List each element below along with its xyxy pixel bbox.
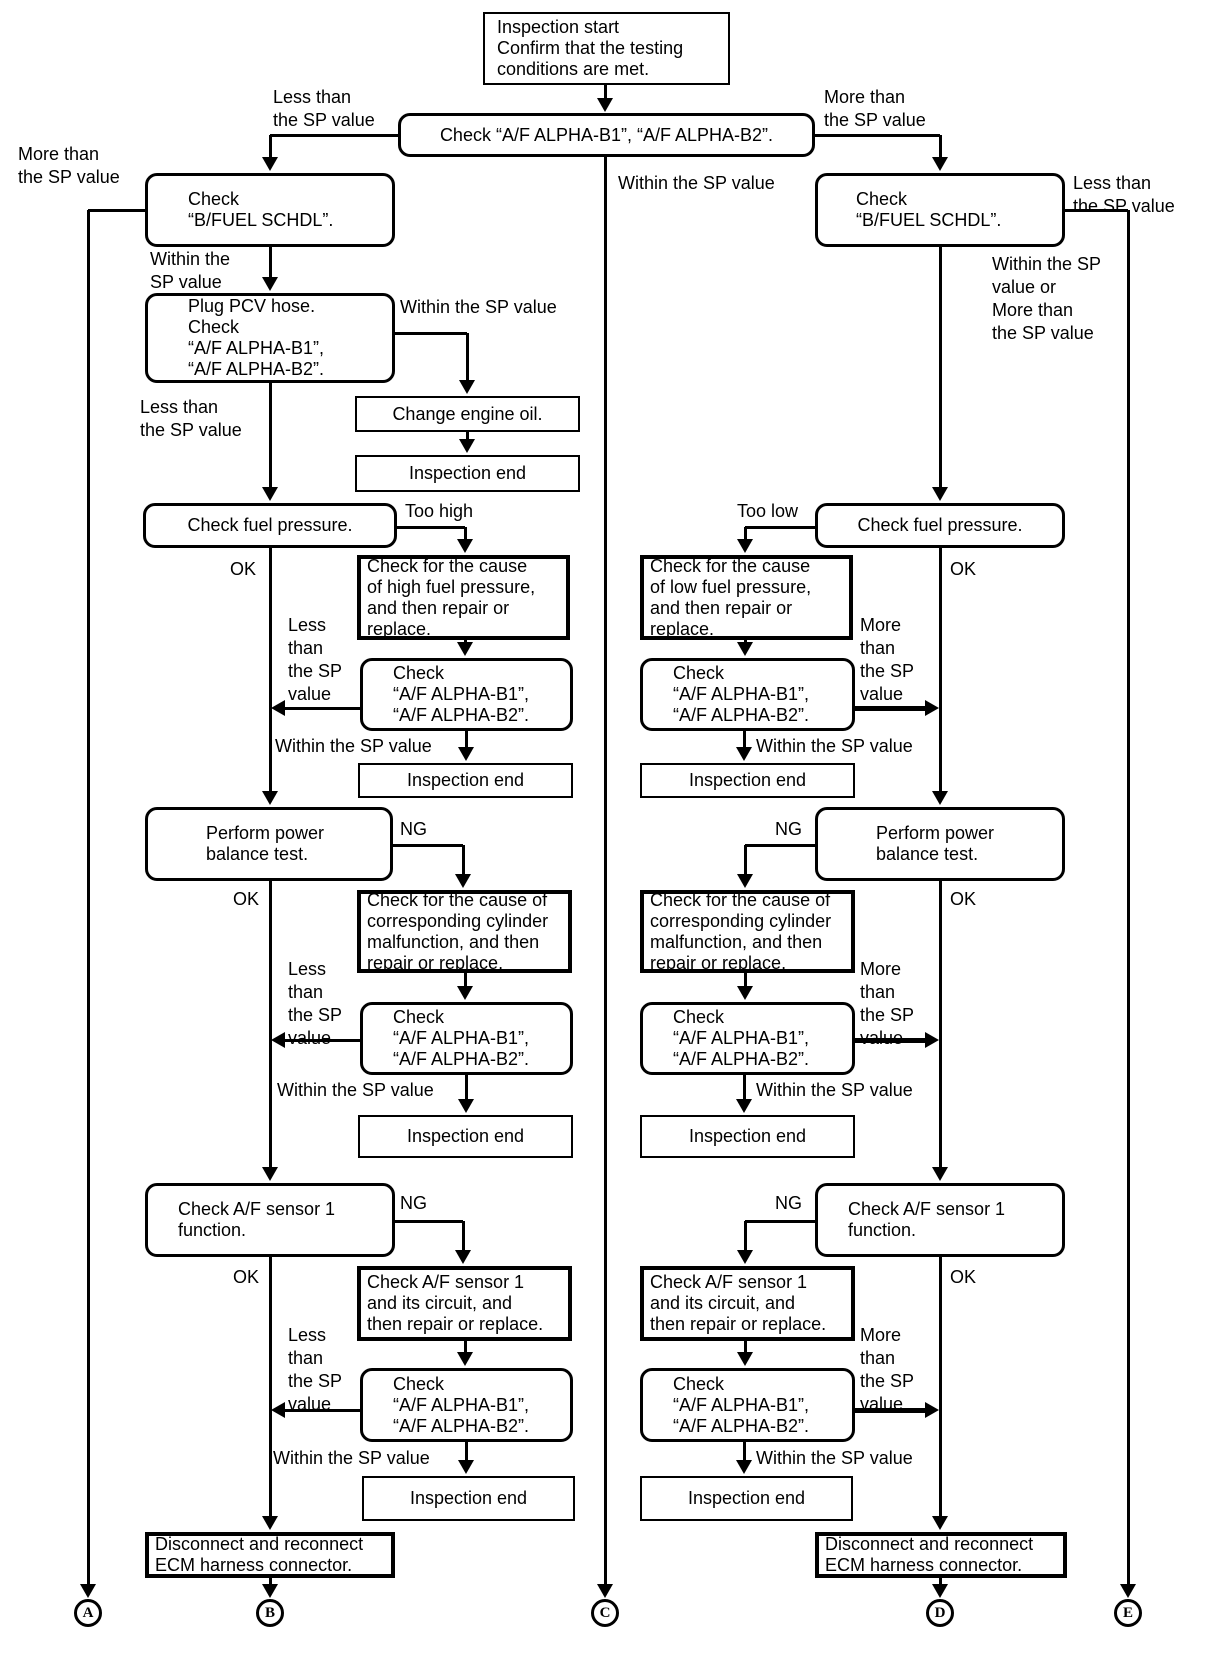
edge-segment	[939, 881, 942, 1170]
label-less-than-plug: Less than the SP value	[140, 397, 242, 440]
check-bfuel-right-box: Check “B/FUEL SCHDL”.	[815, 173, 1065, 247]
label-within-or-more-right: Within the SP value or More than the SP value	[992, 254, 1102, 343]
check-af-sensor-right-box: Check A/F sensor 1 function.	[815, 1183, 1065, 1257]
edge-segment	[88, 209, 145, 212]
edge-segment	[939, 548, 942, 794]
arrowhead	[737, 874, 753, 888]
arrowhead	[262, 157, 278, 171]
label-ok-right-1: OK	[950, 559, 977, 579]
arrowhead	[457, 642, 473, 656]
arrowhead	[737, 1250, 753, 1264]
label-less-than-far-right: Less than the SP value	[1073, 173, 1175, 216]
arrowhead	[271, 700, 285, 716]
terminal-d: D	[926, 1599, 954, 1627]
arrowhead	[262, 791, 278, 805]
inspection-end-right-2-box: Inspection end	[640, 1115, 855, 1158]
edge-segment	[395, 1220, 463, 1223]
change-engine-oil-box: Change engine oil.	[355, 396, 580, 432]
edge-segment	[269, 881, 272, 1170]
label-ok-left-3: OK	[233, 1267, 260, 1287]
edge-segment	[393, 844, 463, 847]
terminal-e: E	[1114, 1599, 1142, 1627]
inspection-end-left-1-box: Inspection end	[355, 455, 580, 492]
edge-segment	[939, 247, 942, 489]
af-sensor-circuit-left-box: Check A/F sensor 1 and its circuit, and then repair or replace.	[357, 1266, 572, 1341]
label-within-sp-left-1: Within the SP value	[150, 249, 231, 292]
arrowhead	[458, 747, 474, 761]
cylinder-cause-right-box: Check for the cause of corresponding cylinder malfunction, and then repair or replace.	[640, 890, 855, 973]
plug-pcv-box: Plug PCV hose. Check “A/F ALPHA-B1”, “A/F ALPHA-B2”.	[145, 293, 395, 383]
check-af-alpha-right-3-box: Check “A/F ALPHA-B1”, “A/F ALPHA-B2”.	[640, 1368, 855, 1442]
label-less-than-top-left: Less than the SP value	[273, 87, 375, 130]
edge-segment	[855, 706, 927, 711]
label-within-sp-right-2: Within the SP value	[756, 736, 913, 756]
label-ng-left-2: NG	[400, 1193, 427, 1213]
arrowhead	[597, 1584, 613, 1598]
edge-segment	[466, 333, 469, 383]
check-fuel-pressure-left-box: Check fuel pressure.	[143, 503, 397, 548]
label-ng-right-2: NG	[775, 1193, 802, 1213]
label-less-sp-4line-left-3: Less than the SP value	[288, 1325, 343, 1414]
ecm-harness-right-box: Disconnect and reconnect ECM harness connector.	[815, 1532, 1067, 1578]
arrowhead	[457, 1352, 473, 1366]
edge-segment	[269, 382, 272, 490]
edge-segment	[744, 1221, 747, 1253]
arrowhead	[1120, 1584, 1136, 1598]
edge-segment	[284, 707, 360, 710]
inspection-end-right-3-box: Inspection end	[640, 1476, 853, 1521]
label-too-low: Too low	[737, 501, 799, 521]
label-within-sp-center: Within the SP value	[618, 173, 775, 193]
power-balance-right-box: Perform power balance test.	[815, 807, 1065, 881]
arrowhead	[932, 1584, 948, 1598]
edge-segment	[395, 332, 467, 335]
arrowhead	[271, 1032, 285, 1048]
arrowhead	[737, 1352, 753, 1366]
arrowhead	[457, 986, 473, 1000]
low-fuel-pressure-cause-box: Check for the cause of low fuel pressure, and then repair or replace.	[640, 555, 853, 640]
check-af-alpha-main-box: Check “A/F ALPHA-B1”, “A/F ALPHA-B2”.	[398, 113, 815, 157]
label-less-sp-4line-left-1: Less than the SP value	[288, 615, 343, 704]
label-more-sp-4line-right-2: More than the SP value	[860, 959, 915, 1048]
arrowhead	[932, 1516, 948, 1530]
inspection-end-left-2-box: Inspection end	[358, 763, 573, 798]
arrowhead	[737, 986, 753, 1000]
label-ok-left-1: OK	[230, 559, 257, 579]
edge-segment	[745, 844, 815, 847]
check-af-alpha-left-2-box: Check “A/F ALPHA-B1”, “A/F ALPHA-B2”.	[360, 1002, 573, 1075]
edge-segment	[462, 845, 465, 877]
arrowhead	[457, 539, 473, 553]
label-ng-right-1: NG	[775, 819, 802, 839]
terminal-c: C	[591, 1599, 619, 1627]
label-more-sp-4line-right-3: More than the SP value	[860, 1325, 915, 1414]
arrowhead	[459, 380, 475, 394]
check-af-alpha-left-1-box: Check “A/F ALPHA-B1”, “A/F ALPHA-B2”.	[360, 658, 573, 731]
label-too-high: Too high	[405, 501, 474, 521]
check-af-sensor-left-box: Check A/F sensor 1 function.	[145, 1183, 395, 1257]
cylinder-cause-left-box: Check for the cause of corresponding cylinder malfunction, and then repair or replace.	[357, 890, 572, 973]
arrowhead	[459, 439, 475, 453]
label-more-than-far-left: More than the SP value	[18, 144, 120, 187]
arrowhead	[736, 1460, 752, 1474]
label-ng-left-1: NG	[400, 819, 427, 839]
edge-segment	[397, 526, 465, 529]
edge-segment	[1127, 210, 1130, 1585]
arrowhead	[262, 487, 278, 501]
ecm-harness-left-box: Disconnect and reconnect ECM harness connector.	[145, 1532, 395, 1578]
inspection-start-box: Inspection start Confirm that the testing conditions are met.	[483, 12, 730, 85]
label-within-sp-right-3: Within the SP value	[756, 1080, 913, 1100]
edge-segment	[269, 1257, 272, 1519]
label-more-than-top-right: More than the SP value	[824, 87, 926, 130]
label-within-sp-left-2: Within the SP value	[275, 736, 432, 756]
inspection-end-right-1-box: Inspection end	[640, 763, 855, 798]
arrowhead	[932, 157, 948, 171]
arrowhead	[458, 1460, 474, 1474]
edge-segment	[815, 134, 940, 137]
power-balance-left-box: Perform power balance test.	[145, 807, 393, 881]
arrowhead	[455, 874, 471, 888]
edge-segment	[465, 1075, 468, 1101]
edge-segment	[269, 247, 272, 280]
inspection-end-left-3-box: Inspection end	[358, 1115, 573, 1158]
arrowhead	[736, 747, 752, 761]
label-within-sp-plug: Within the SP value	[400, 297, 557, 317]
check-bfuel-left-box: Check “B/FUEL SCHDL”.	[145, 173, 395, 247]
edge-segment	[270, 134, 398, 137]
arrowhead	[737, 539, 753, 553]
arrowhead	[262, 277, 278, 291]
check-af-alpha-left-3-box: Check “A/F ALPHA-B1”, “A/F ALPHA-B2”.	[360, 1368, 573, 1442]
arrowhead	[597, 98, 613, 112]
arrowhead	[80, 1584, 96, 1598]
edge-segment	[743, 1075, 746, 1101]
af-sensor-circuit-right-box: Check A/F sensor 1 and its circuit, and then repair or replace.	[640, 1266, 855, 1341]
arrowhead	[737, 642, 753, 656]
arrowhead	[925, 700, 939, 716]
label-ok-right-3: OK	[950, 1267, 977, 1287]
terminal-b: B	[256, 1599, 284, 1627]
label-ok-right-2: OK	[950, 889, 977, 909]
label-within-sp-left-3: Within the SP value	[277, 1080, 434, 1100]
arrowhead	[925, 1402, 939, 1418]
edge-segment	[745, 526, 815, 529]
edge-segment	[745, 1220, 815, 1223]
arrowhead	[262, 1516, 278, 1530]
arrowhead	[458, 1099, 474, 1113]
terminal-a: A	[74, 1599, 102, 1627]
arrowhead	[455, 1250, 471, 1264]
arrowhead	[932, 1167, 948, 1181]
label-within-sp-right-4: Within the SP value	[756, 1448, 913, 1468]
edge-segment	[604, 157, 607, 1585]
arrowhead	[925, 1032, 939, 1048]
arrowhead	[262, 1167, 278, 1181]
arrowhead	[736, 1099, 752, 1113]
edge-segment	[87, 210, 90, 1585]
inspection-end-left-4-box: Inspection end	[362, 1476, 575, 1521]
edge-segment	[269, 548, 272, 794]
edge-segment	[939, 1257, 942, 1519]
arrowhead	[262, 1584, 278, 1598]
label-more-sp-4line-right-1: More than the SP value	[860, 615, 915, 704]
arrowhead	[932, 791, 948, 805]
arrowhead	[271, 1402, 285, 1418]
label-within-sp-left-4: Within the SP value	[273, 1448, 430, 1468]
label-less-sp-4line-left-2: Less than the SP value	[288, 959, 343, 1048]
edge-segment	[744, 845, 747, 877]
arrowhead	[932, 487, 948, 501]
check-af-alpha-right-2-box: Check “A/F ALPHA-B1”, “A/F ALPHA-B2”.	[640, 1002, 855, 1075]
label-ok-left-2: OK	[233, 889, 260, 909]
high-fuel-pressure-cause-box: Check for the cause of high fuel pressure, and then repair or replace.	[357, 555, 570, 640]
check-fuel-pressure-right-box: Check fuel pressure.	[815, 503, 1065, 548]
edge-segment	[462, 1221, 465, 1253]
check-af-alpha-right-1-box: Check “A/F ALPHA-B1”, “A/F ALPHA-B2”.	[640, 658, 855, 731]
